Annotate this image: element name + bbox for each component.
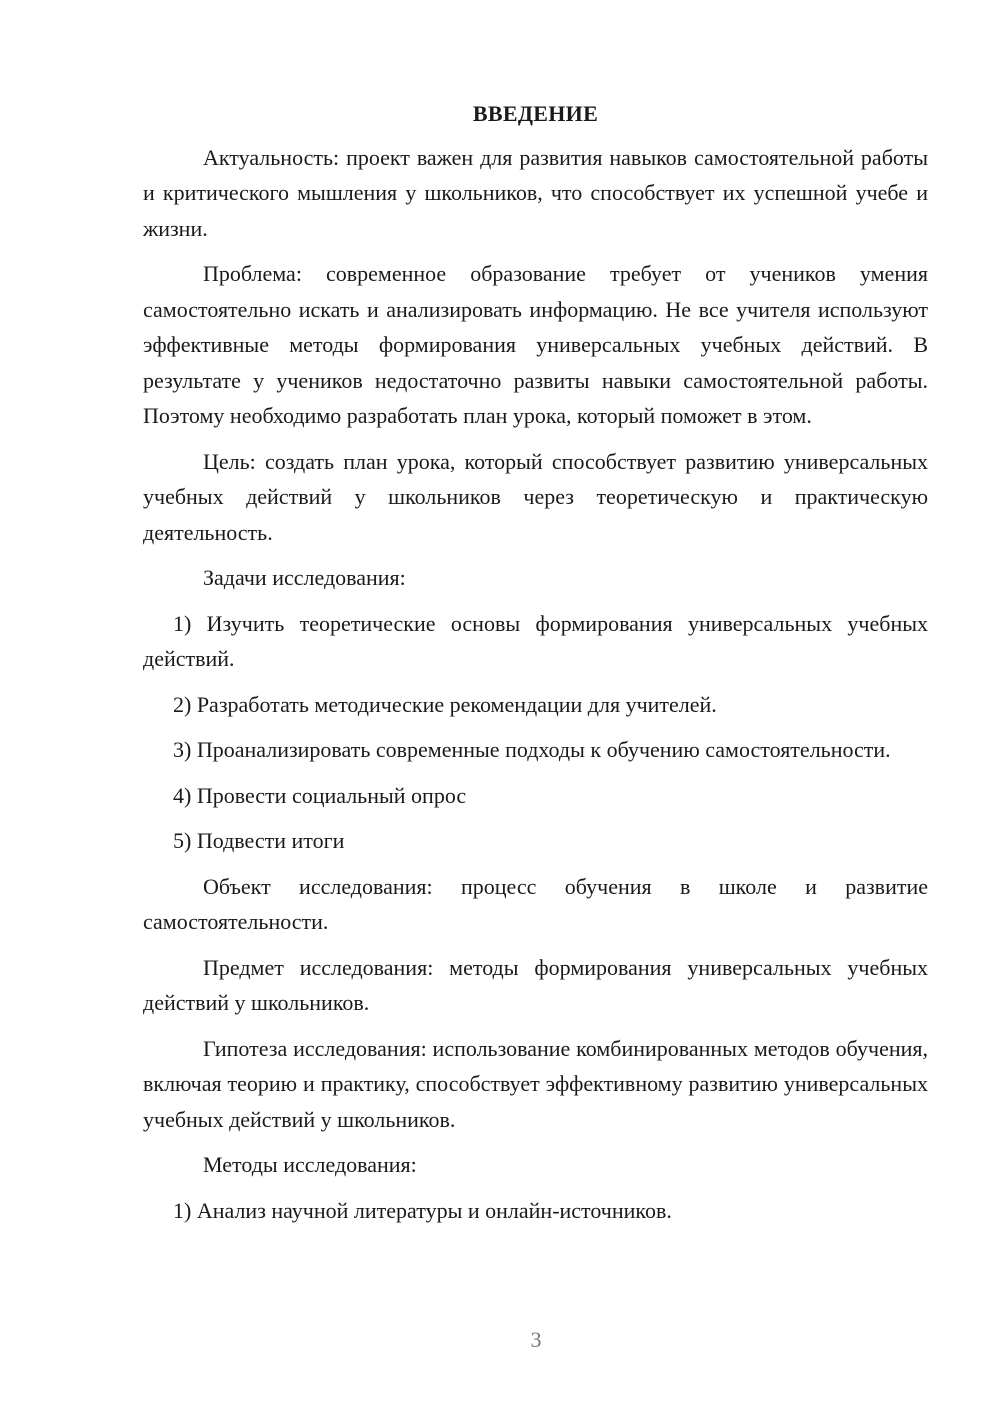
hypothesis-paragraph: Гипотеза исследования: использование комбинированных методов обучения, включая теорию и практику, способствует эффективному развитию универсальных учебных действий у школьников. [143,1035,928,1132]
relevance-paragraph: Актуальность: проект важен для развития навыков самостоятельной работы и критического мышления у школьников, что способствует их успешной учебе и жизни. [143,144,928,241]
method-item: 1) Анализ научной литературы и онлайн-источников. [173,1197,672,1223]
methods-label: Методы исследования: [203,1152,417,1177]
task-item: 2) Разработать методические рекомендации для учителей. [173,691,717,717]
section-heading: ВВЕДЕНИЕ [472,101,599,126]
page-number: 3 [530,1327,542,1352]
subject-paragraph: Предмет исследования: методы формирования универсальных учебных действий у школьников. [143,954,928,1015]
object-paragraph: Объект исследования: процесс обучения в школе и развитие самостоятельности. [143,873,928,934]
task-item: 3) Проанализировать современные подходы к обучению самостоятельности. [173,737,891,762]
task-item: 5) Подвести итоги [173,828,345,853]
document-body [143,96,928,1238]
task-item: 4) Провести социальный опрос [173,782,467,808]
goal-paragraph: Цель: создать план урока, который способствует развитию универсальных учебных действий у школьников через теоретическую и практическую деятельность. [143,448,928,545]
tasks-label: Задачи исследования: [203,565,406,590]
task-item: 1) Изучить теоретические основы формирования универсальных учебных действий. [143,610,928,671]
problem-paragraph: Проблема: современное образование требует от учеников умения самостоятельно искать и анализировать информацию. Не все учителя используют эффективные методы формирования универсальных учебных действий. В результате у учеников недостаточно развиты навыки самостоятельной работы. Поэтому необходимо разработать план урока, который поможет в этом. [143,261,928,428]
